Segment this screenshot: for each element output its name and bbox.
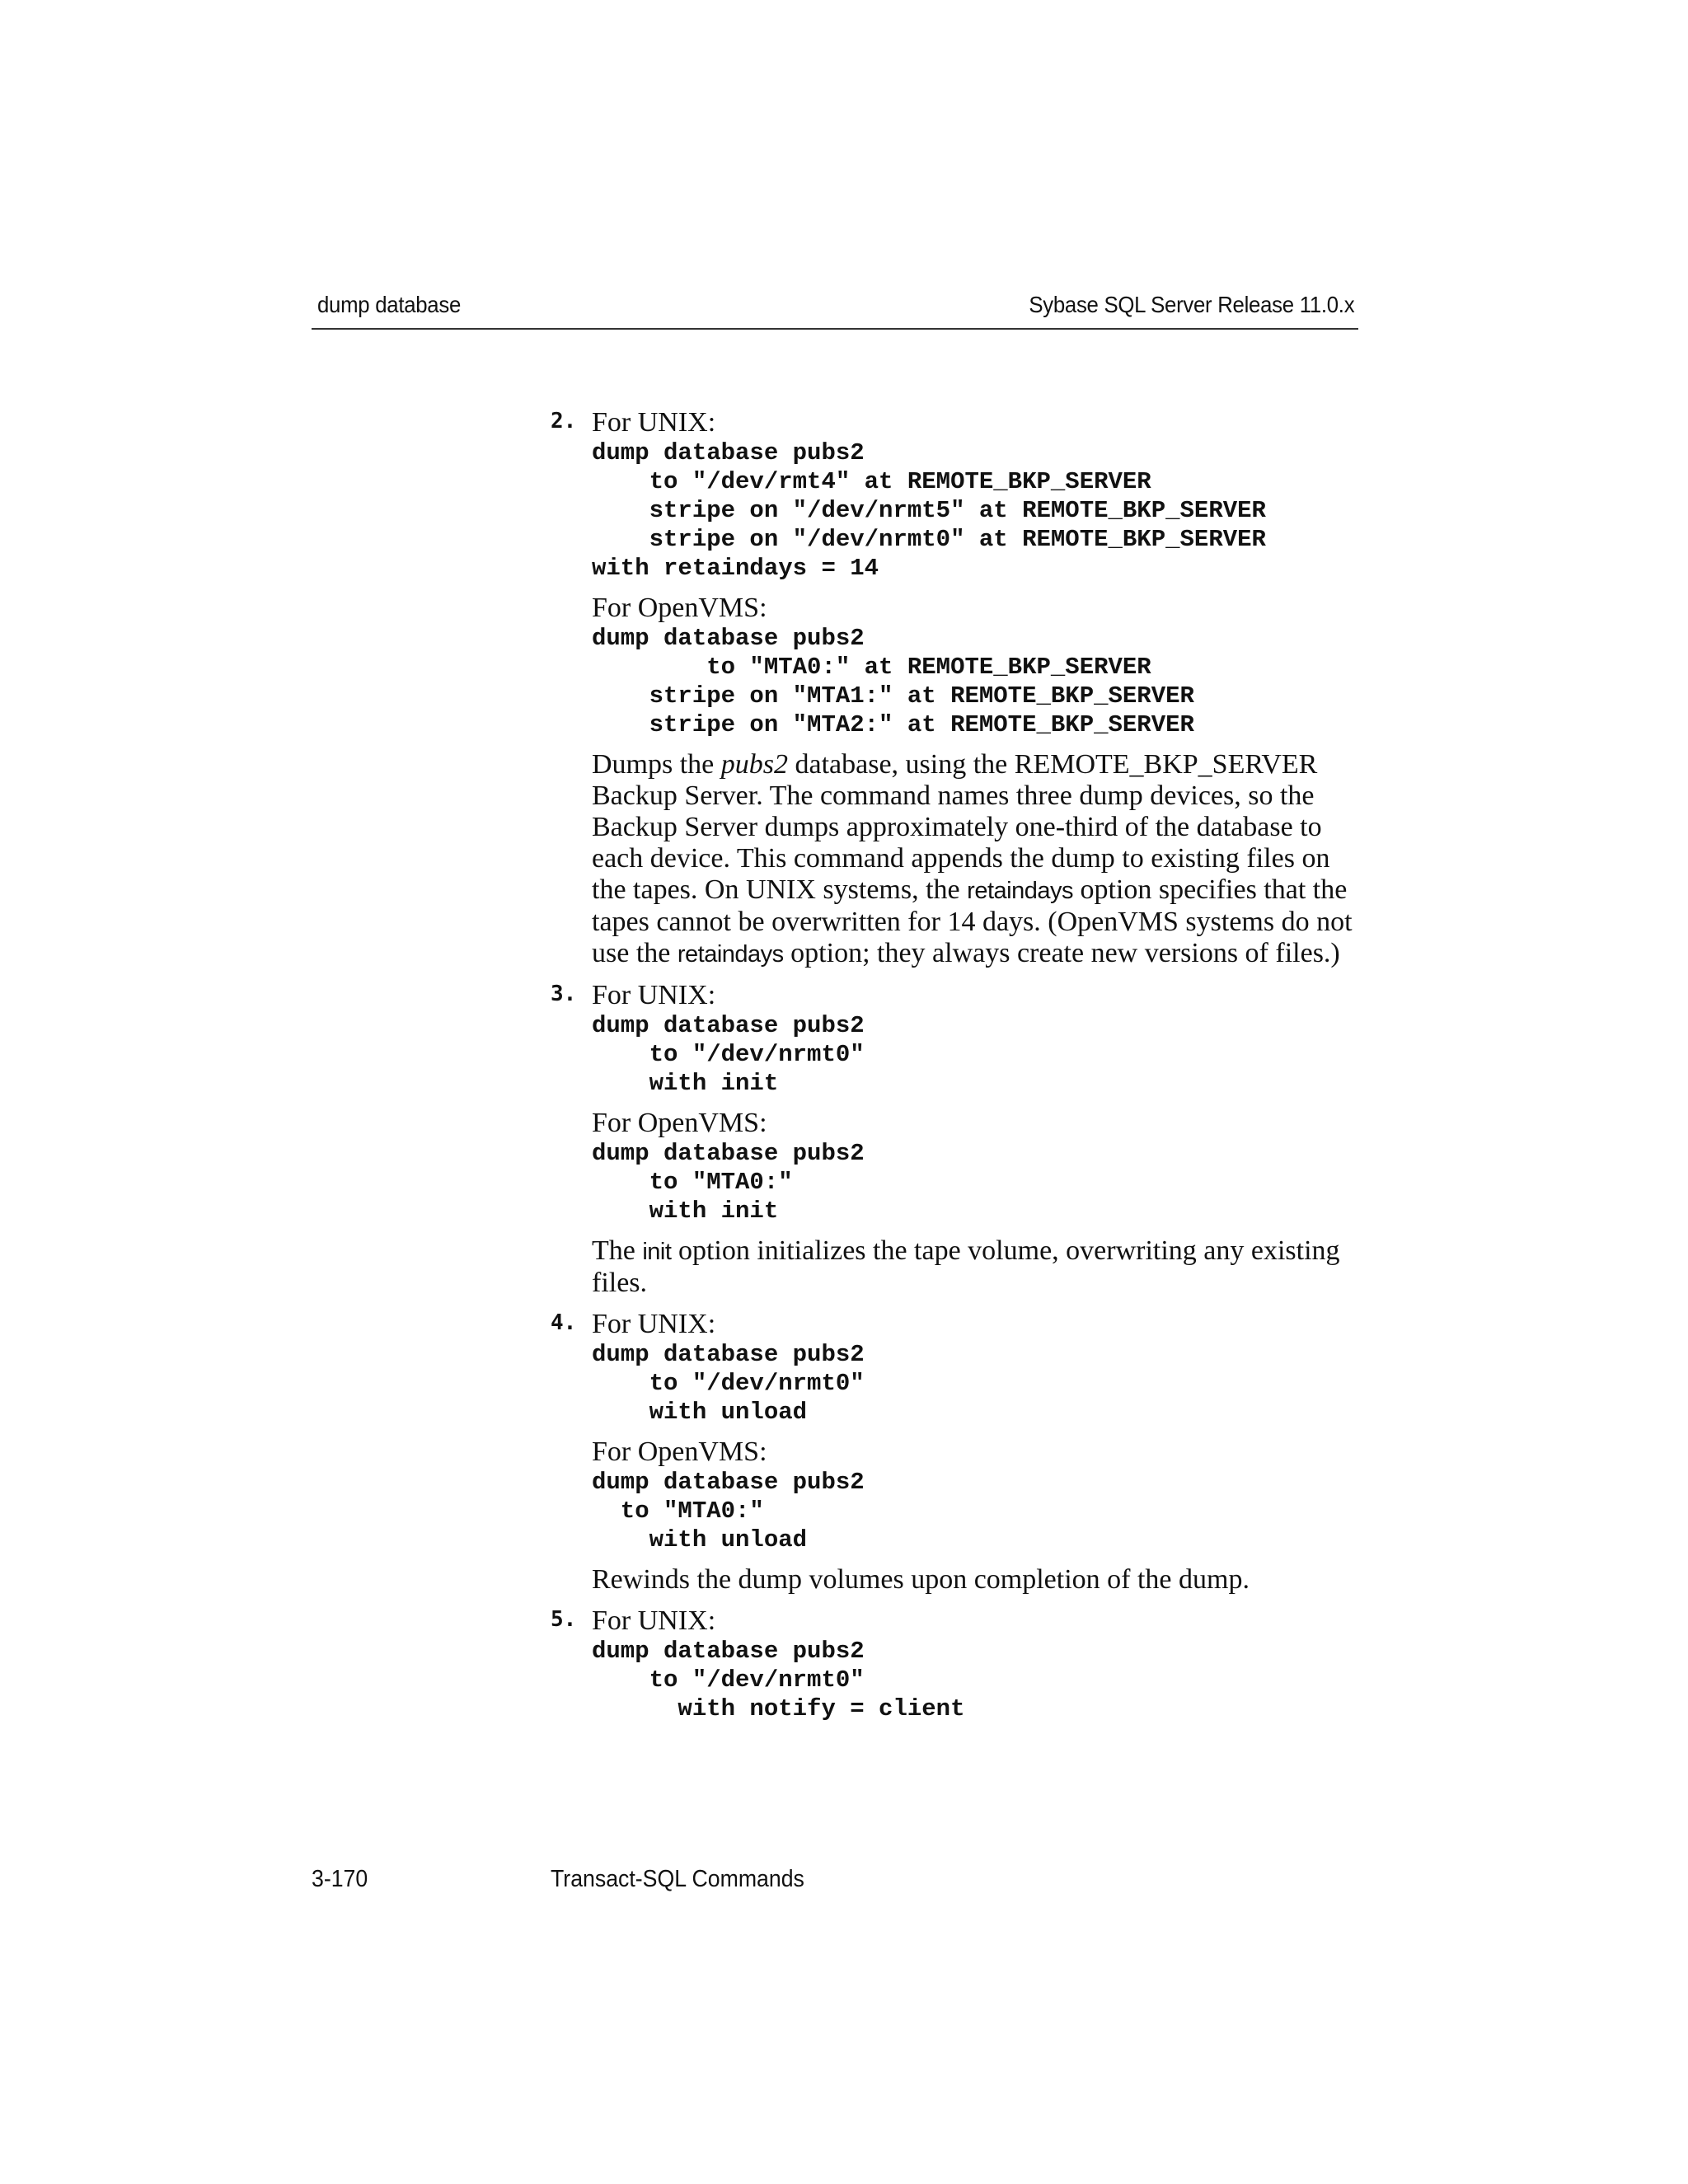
database-name: pubs2: [720, 749, 789, 780]
option-keyword: init: [642, 1239, 672, 1265]
example-description: Dumps the pubs2 database, using the REMOTE_BKP_SERVER Backup Server. The command names three dump devices, so the Backup Server dumps approximately one-third of the database to each device. This command appends the dump to existing files on the tapes. On UNIX systems, the retaindays option specifies that the tapes cannot be overwritten for 14 days. (OpenVMS systems do not use the retaindays option; they always create new versions of files.): [592, 749, 1353, 968]
unix-label: For UNIX:: [592, 407, 716, 438]
unix-code-block: dump database pubs2 to "/dev/nrmt0" with notify = client: [592, 1638, 965, 1722]
openvms-label: For OpenVMS:: [592, 1436, 767, 1467]
unix-label: For UNIX:: [592, 1309, 716, 1339]
openvms-code-block: dump database pubs2 to "MTA0:" at REMOTE_BKP_SERVER stripe on "MTA1:" at REMOTE_BKP_SERVER stripe on "MTA2:" at REMOTE_BKP_SERVER: [592, 625, 1194, 738]
unix-label: For UNIX:: [592, 980, 716, 1010]
book-title: Transact-SQL Commands: [551, 1866, 804, 1892]
option-keyword: retaindays: [967, 878, 1073, 904]
example-description: The init option initializes the tape volume, overwriting any existing files.: [592, 1235, 1340, 1298]
openvms-label: For OpenVMS:: [592, 593, 767, 623]
example-item: [551, 980, 1367, 1299]
example-body: [592, 1309, 1367, 1596]
examples-content: [551, 407, 1367, 1733]
example-description: Rewinds the dump volumes upon completion of the dump.: [592, 1564, 1250, 1595]
openvms-code-block: dump database pubs2 to "MTA0:" with init: [592, 1140, 865, 1225]
page-number: 3-170: [312, 1866, 368, 1892]
unix-code-block: dump database pubs2 to "/dev/nrmt0" with init: [592, 1012, 865, 1097]
example-number: 2.: [551, 409, 577, 434]
option-keyword: retaindays: [677, 941, 784, 968]
example-number: 3.: [551, 982, 577, 1006]
header-rule: [312, 328, 1358, 330]
openvms-label: For OpenVMS:: [592, 1108, 767, 1138]
unix-code-block: dump database pubs2 to "/dev/nrmt0" with unload: [592, 1341, 865, 1426]
example-body: [592, 1605, 1367, 1723]
running-head-product: Sybase SQL Server Release 11.0.x: [1029, 292, 1354, 317]
example-number: 4.: [551, 1310, 577, 1335]
example-number: 5.: [551, 1607, 577, 1632]
example-body: [592, 980, 1367, 1299]
unix-label: For UNIX:: [592, 1605, 716, 1636]
example-item: [551, 1309, 1367, 1596]
example-item: [551, 407, 1367, 970]
unix-code-block: dump database pubs2 to "/dev/rmt4" at REMOTE_BKP_SERVER stripe on "/dev/nrmt5" at REMOTE_BKP_SERVER stripe on "/dev/nrmt0" at REMOTE_BKP_SERVER with retaindays = 14: [592, 439, 1266, 582]
example-body: [592, 407, 1367, 970]
openvms-code-block: dump database pubs2 to "MTA0:" with unload: [592, 1469, 865, 1554]
example-item: [551, 1605, 1367, 1723]
running-head-section: dump database: [317, 292, 462, 317]
